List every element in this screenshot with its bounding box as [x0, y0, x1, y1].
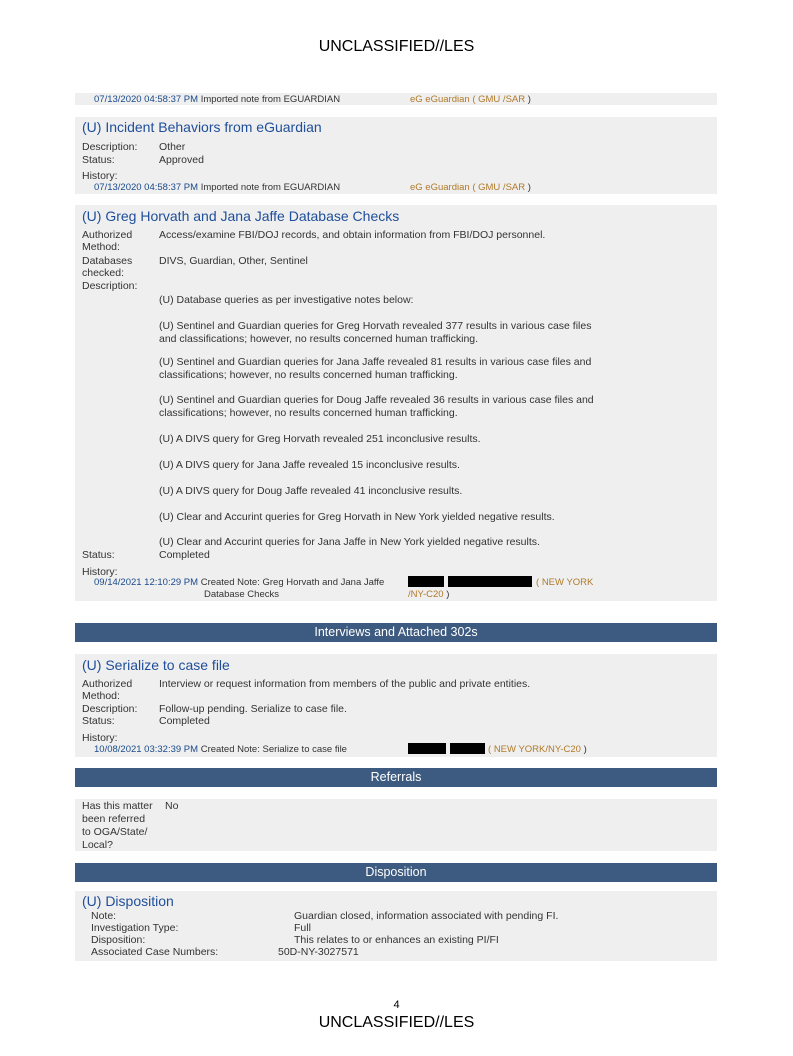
field-label: Status:	[82, 715, 115, 727]
history-user: eG eGuardian ( GMU /SAR )	[410, 182, 531, 193]
field-label: Note:	[91, 910, 117, 922]
field-value: Full	[294, 922, 311, 934]
history-user: ( NEW YORK	[536, 577, 594, 588]
history-label: History:	[82, 566, 118, 578]
referral-answer: No	[165, 800, 179, 812]
field-label: Investigation Type:	[91, 922, 179, 934]
section-title: (U) Incident Behaviors from eGuardian	[82, 119, 322, 135]
section-title: (U) Disposition	[82, 893, 174, 909]
field-label: checked:	[82, 267, 125, 279]
referral-question-line: Local?	[82, 839, 113, 851]
field-value: Other	[159, 141, 186, 153]
field-value: Guardian closed, information associated with pending FI.	[294, 910, 559, 922]
field-value: This relates to or enhances an existing PI/FI	[294, 934, 499, 946]
history-entry: 07/13/2020 04:58:37 PM Imported note from EGUARDIAN	[94, 94, 341, 105]
redaction-block	[450, 743, 485, 754]
field-label: Authorized	[82, 229, 133, 241]
history-label: History:	[82, 170, 118, 182]
referrals-section-header: Referrals	[75, 768, 717, 787]
history-entry: 10/08/2021 03:32:39 PM Created Note: Serialize to case file	[94, 744, 347, 755]
field-value: Interview or request information from members of the public and private entities.	[159, 678, 531, 690]
description-paragraph: (U) Sentinel and Guardian queries for Doug Jaffe revealed 36 results in various case files and classifications; however, no results concerned human trafficking.	[159, 394, 594, 419]
redaction-block	[408, 576, 444, 587]
field-label: Authorized	[82, 678, 133, 690]
redaction-block	[408, 743, 446, 754]
redaction-block	[448, 576, 532, 587]
description-paragraph: (U) Clear and Accurint queries for Greg Horvath in New York yielded negative results.	[159, 511, 555, 523]
field-value: Approved	[159, 154, 204, 166]
section-title: (U) Serialize to case file	[82, 657, 230, 673]
referral-question-line: to OGA/State/	[82, 826, 148, 838]
header-classification: UNCLASSIFIED//LES	[318, 38, 475, 55]
field-label: Method:	[82, 690, 120, 702]
field-value: Completed	[159, 549, 210, 561]
referral-question-line: been referred	[82, 813, 146, 825]
field-label: Associated Case Numbers:	[91, 946, 219, 958]
history-entry-continued: Database Checks	[204, 589, 279, 600]
description-paragraph: (U) Clear and Accurint queries for Jana Jaffe in New York yielded negative results.	[159, 536, 540, 548]
field-value: 50D-NY-3027571	[278, 946, 359, 958]
history-entry: 09/14/2021 12:10:29 PM Created Note: Greg Horvath and Jana Jaffe	[94, 577, 385, 588]
field-value: Access/examine FBI/DOJ records, and obtain information from FBI/DOJ personnel.	[159, 229, 546, 241]
section-title: (U) Greg Horvath and Jana Jaffe Database Checks	[82, 208, 400, 224]
field-label: Method:	[82, 241, 120, 253]
field-label: Databases	[82, 255, 133, 267]
page-number: 4	[393, 999, 400, 1011]
field-label: Status:	[82, 154, 115, 166]
field-label: Description:	[82, 280, 138, 292]
field-label: Status:	[82, 549, 115, 561]
description-paragraph: (U) Sentinel and Guardian queries for Jana Jaffe revealed 81 results in various case files and classifications; however, no results concerned human trafficking.	[159, 356, 592, 381]
field-label: Description:	[82, 703, 138, 715]
referral-question-line: Has this matter	[82, 800, 153, 812]
footer-classification: UNCLASSIFIED//LES	[318, 1014, 475, 1031]
field-value: DIVS, Guardian, Other, Sentinel	[159, 255, 308, 267]
description-paragraph: (U) A DIVS query for Jana Jaffe revealed 15 inconclusive results.	[159, 459, 460, 471]
interviews-section-header: Interviews and Attached 302s	[75, 623, 717, 642]
description-paragraph: (U) A DIVS query for Greg Horvath revealed 251 inconclusive results.	[159, 433, 481, 445]
description-paragraph: (U) Database queries as per investigative notes below:	[159, 294, 414, 306]
history-user: ( NEW YORK/NY-C20 )	[488, 744, 587, 755]
history-user: eG eGuardian ( GMU /SAR )	[410, 94, 531, 105]
history-user-continued: /NY-C20 )	[408, 589, 450, 600]
description-paragraph: (U) A DIVS query for Doug Jaffe revealed 41 inconclusive results.	[159, 485, 463, 497]
history-label: History:	[82, 732, 118, 744]
field-value: Follow-up pending. Serialize to case file.	[159, 703, 347, 715]
field-label: Disposition:	[91, 934, 146, 946]
field-value: Completed	[159, 715, 210, 727]
disposition-section-header: Disposition	[75, 863, 717, 882]
history-entry: 07/13/2020 04:58:37 PM Imported note from EGUARDIAN	[94, 182, 341, 193]
description-paragraph: (U) Sentinel and Guardian queries for Greg Horvath revealed 377 results in various case files and classifications; however, no results concerned human trafficking.	[159, 320, 592, 345]
field-label: Description:	[82, 141, 138, 153]
